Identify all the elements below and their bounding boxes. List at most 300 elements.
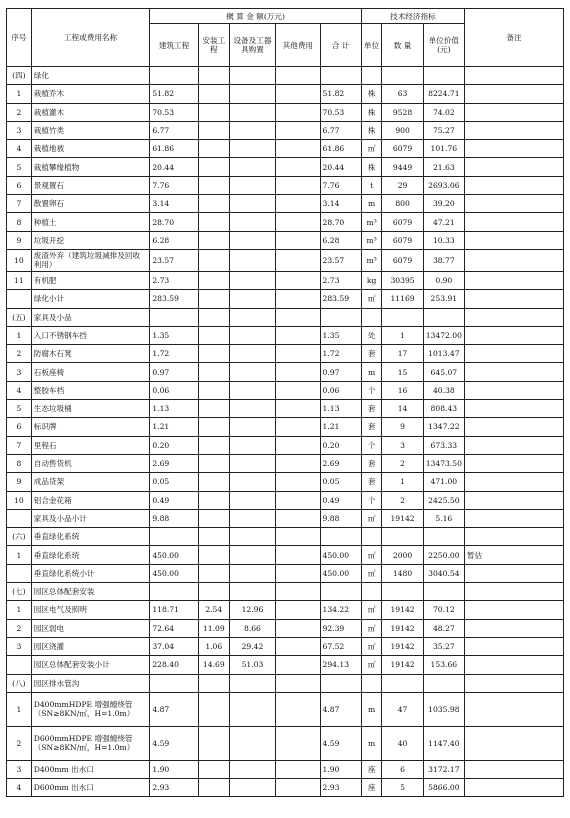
empty-cell — [198, 528, 229, 546]
unit-price-cell: 5.16 — [423, 509, 464, 527]
remark-cell — [464, 619, 563, 637]
install-cost — [198, 271, 229, 289]
seq-cell: 7 — [7, 195, 32, 213]
header-qty: 数 量 — [382, 24, 423, 67]
other-cost — [276, 158, 320, 176]
quantity-cell: 29 — [382, 176, 423, 194]
empty-cell — [229, 67, 275, 85]
unit-price-cell: 47.21 — [423, 213, 464, 231]
unit-cell: ㎡ — [361, 619, 382, 637]
unit-price-cell: 673.33 — [423, 436, 464, 454]
table-row — [7, 345, 564, 363]
quantity-cell: 14 — [382, 400, 423, 418]
header-other: 其他费用 — [276, 24, 320, 67]
unit-cell: 座 — [361, 779, 382, 797]
item-name: 栽植灌木 — [31, 103, 150, 121]
seq-cell: 7 — [7, 436, 32, 454]
other-cost — [276, 601, 320, 619]
install-cost: 2.54 — [198, 601, 229, 619]
item-name: 种植土 — [31, 213, 150, 231]
item-name: 栽植竹类 — [31, 121, 150, 139]
seq-cell: 2 — [7, 345, 32, 363]
subtotal-row — [7, 509, 564, 527]
install-cost — [198, 546, 229, 564]
other-cost — [276, 381, 320, 399]
total-cost: 2.93 — [320, 779, 361, 797]
seq-cell: 4 — [7, 779, 32, 797]
seq-cell: 10 — [7, 491, 32, 509]
seq-cell: 5 — [7, 400, 32, 418]
seq-cell: 1 — [7, 326, 32, 344]
unit-price-cell: 1013.47 — [423, 345, 464, 363]
construction-cost: 61.86 — [150, 140, 198, 158]
install-cost — [198, 158, 229, 176]
install-cost — [198, 726, 229, 760]
total-cost: 20.44 — [320, 158, 361, 176]
empty-cell — [150, 528, 198, 546]
total-cost: 70.53 — [320, 103, 361, 121]
other-cost — [276, 619, 320, 637]
table-row — [7, 454, 564, 472]
unit-cell: 株 — [361, 158, 382, 176]
construction-cost: 118.71 — [150, 601, 198, 619]
other-cost — [276, 103, 320, 121]
equipment-cost — [229, 231, 275, 249]
item-name: 园区浇灌 — [31, 637, 150, 655]
other-cost — [276, 454, 320, 472]
equipment-cost — [229, 381, 275, 399]
unit-cell: 个 — [361, 491, 382, 509]
empty-cell — [361, 528, 382, 546]
cost-estimate-table — [6, 8, 564, 797]
section-title: 垂直绿化系统 — [31, 528, 150, 546]
total-cost: 0.20 — [320, 436, 361, 454]
unit-cell: t — [361, 176, 382, 194]
empty-cell — [361, 674, 382, 692]
construction-cost: 283.59 — [150, 290, 198, 308]
quantity-cell: 1 — [382, 473, 423, 491]
unit-cell: 套 — [361, 400, 382, 418]
equipment-cost — [229, 345, 275, 363]
total-cost: 283.59 — [320, 290, 361, 308]
other-cost — [276, 363, 320, 381]
seq-cell: 8 — [7, 454, 32, 472]
unit-price-cell: 40.38 — [423, 381, 464, 399]
empty-cell — [382, 308, 423, 326]
install-cost — [198, 103, 229, 121]
install-cost: 14.69 — [198, 656, 229, 674]
equipment-cost — [229, 779, 275, 797]
unit-cell: ㎡ — [361, 656, 382, 674]
seq-cell — [7, 509, 32, 527]
seq-cell: 5 — [7, 158, 32, 176]
seq-cell: 3 — [7, 637, 32, 655]
total-cost: 134.22 — [320, 601, 361, 619]
empty-cell — [150, 67, 198, 85]
total-cost: 28.70 — [320, 213, 361, 231]
item-name: 整胶车档 — [31, 381, 150, 399]
remark-cell — [464, 656, 563, 674]
empty-cell — [320, 674, 361, 692]
other-cost — [276, 249, 320, 271]
empty-cell — [382, 67, 423, 85]
item-name: 标识牌 — [31, 418, 150, 436]
total-cost: 23.57 — [320, 249, 361, 271]
quantity-cell: 30395 — [382, 271, 423, 289]
total-cost: 7.76 — [320, 176, 361, 194]
seq-cell: 1 — [7, 601, 32, 619]
empty-cell — [150, 674, 198, 692]
remark-cell — [464, 779, 563, 797]
construction-cost: 1.35 — [150, 326, 198, 344]
empty-cell — [382, 674, 423, 692]
other-cost — [276, 779, 320, 797]
unit-price-cell: 38.77 — [423, 249, 464, 271]
unit-price-cell: 471.00 — [423, 473, 464, 491]
total-cost: 0.49 — [320, 491, 361, 509]
unit-cell: ㎡ — [361, 564, 382, 582]
empty-cell — [229, 674, 275, 692]
other-cost — [276, 692, 320, 726]
other-cost — [276, 564, 320, 582]
other-cost — [276, 509, 320, 527]
remark-cell — [464, 491, 563, 509]
install-cost — [198, 692, 229, 726]
construction-cost: 0.49 — [150, 491, 198, 509]
other-cost — [276, 213, 320, 231]
quantity-cell: 9528 — [382, 103, 423, 121]
equipment-cost: 8.66 — [229, 619, 275, 637]
seq-cell: 3 — [7, 121, 32, 139]
unit-cell: ㎡ — [361, 637, 382, 655]
install-cost — [198, 85, 229, 103]
quantity-cell: 6079 — [382, 249, 423, 271]
empty-cell — [276, 67, 320, 85]
equipment-cost — [229, 400, 275, 418]
unit-cell: m³ — [361, 213, 382, 231]
remark-cell — [464, 213, 563, 231]
other-cost — [276, 436, 320, 454]
unit-cell: ㎡ — [361, 290, 382, 308]
construction-cost: 0.20 — [150, 436, 198, 454]
empty-cell — [276, 528, 320, 546]
construction-cost: 7.76 — [150, 176, 198, 194]
install-cost — [198, 418, 229, 436]
total-cost: 61.86 — [320, 140, 361, 158]
item-name: D600mm 出水口 — [31, 779, 150, 797]
other-cost — [276, 176, 320, 194]
install-cost — [198, 454, 229, 472]
quantity-cell: 5 — [382, 779, 423, 797]
table-row — [7, 619, 564, 637]
header-unit-price: 单位价值(元) — [423, 24, 464, 67]
quantity-cell: 3 — [382, 436, 423, 454]
seq-cell: (八) — [7, 674, 32, 692]
unit-cell: ㎡ — [361, 546, 382, 564]
table-row — [7, 381, 564, 399]
equipment-cost: 51.03 — [229, 656, 275, 674]
empty-cell — [423, 674, 464, 692]
table-row — [7, 418, 564, 436]
quantity-cell: 40 — [382, 726, 423, 760]
total-cost: 1.90 — [320, 760, 361, 778]
equipment-cost — [229, 454, 275, 472]
item-name: 垃圾开挖 — [31, 231, 150, 249]
item-name: 园区电气及照明 — [31, 601, 150, 619]
seq-cell: 1 — [7, 546, 32, 564]
seq-cell: 9 — [7, 473, 32, 491]
item-name: 园区弱电 — [31, 619, 150, 637]
item-name: D400mm 出水口 — [31, 760, 150, 778]
unit-price-cell: 253.91 — [423, 290, 464, 308]
seq-cell — [7, 564, 32, 582]
seq-cell: (七) — [7, 583, 32, 601]
seq-cell: 2 — [7, 619, 32, 637]
unit-price-cell: 75.27 — [423, 121, 464, 139]
construction-cost: 28.70 — [150, 213, 198, 231]
install-cost — [198, 140, 229, 158]
equipment-cost: 29.42 — [229, 637, 275, 655]
item-name: 栽植地被 — [31, 140, 150, 158]
equipment-cost — [229, 326, 275, 344]
remark-cell — [464, 637, 563, 655]
unit-cell: 套 — [361, 454, 382, 472]
seq-cell: 6 — [7, 418, 32, 436]
table-row — [7, 158, 564, 176]
install-cost — [198, 363, 229, 381]
section-title: 家具及小品 — [31, 308, 150, 326]
quantity-cell: 6079 — [382, 213, 423, 231]
construction-cost: 6.28 — [150, 231, 198, 249]
construction-cost: 450.00 — [150, 564, 198, 582]
other-cost — [276, 491, 320, 509]
total-cost: 9.88 — [320, 509, 361, 527]
section-title: 园区总体配套安装 — [31, 583, 150, 601]
remark-cell — [464, 454, 563, 472]
equipment-cost — [229, 271, 275, 289]
other-cost — [276, 418, 320, 436]
quantity-cell: 17 — [382, 345, 423, 363]
quantity-cell: 9 — [382, 418, 423, 436]
quantity-cell: 2 — [382, 491, 423, 509]
remark-cell — [464, 195, 563, 213]
other-cost — [276, 271, 320, 289]
other-cost — [276, 760, 320, 778]
table-row — [7, 249, 564, 271]
construction-cost: 450.00 — [150, 546, 198, 564]
item-name: 生态垃圾桶 — [31, 400, 150, 418]
install-cost — [198, 400, 229, 418]
total-cost: 1.21 — [320, 418, 361, 436]
install-cost — [198, 491, 229, 509]
quantity-cell: 6 — [382, 760, 423, 778]
table-row — [7, 271, 564, 289]
unit-cell: ㎡ — [361, 509, 382, 527]
unit-cell: 套 — [361, 473, 382, 491]
construction-cost: 23.57 — [150, 249, 198, 271]
item-name: 垂直绿化系统小计 — [31, 564, 150, 582]
equipment-cost — [229, 491, 275, 509]
quantity-cell: 19142 — [382, 619, 423, 637]
item-name: 废渣外弃（建筑垃圾减排及回收利用） — [31, 249, 150, 271]
table-row — [7, 491, 564, 509]
table-row — [7, 692, 564, 726]
quantity-cell: 2 — [382, 454, 423, 472]
item-name: D400mmHDPE 增强缠绕管（SN≥8KN/㎡，H=1.0m） — [31, 692, 150, 726]
unit-cell: m — [361, 195, 382, 213]
item-name: 有机肥 — [31, 271, 150, 289]
empty-cell — [464, 583, 563, 601]
equipment-cost — [229, 363, 275, 381]
construction-cost: 2.69 — [150, 454, 198, 472]
install-cost: 11.09 — [198, 619, 229, 637]
item-name: 垂直绿化系统 — [31, 546, 150, 564]
remark-cell — [464, 121, 563, 139]
table-row — [7, 231, 564, 249]
quantity-cell: 19142 — [382, 601, 423, 619]
remark-cell: 暂估 — [464, 546, 563, 564]
header-install: 安装工程 — [198, 24, 229, 67]
other-cost — [276, 195, 320, 213]
remark-cell — [464, 326, 563, 344]
table-row — [7, 637, 564, 655]
table-row — [7, 195, 564, 213]
install-cost — [198, 290, 229, 308]
empty-cell — [423, 67, 464, 85]
empty-cell — [382, 528, 423, 546]
header-equipment: 设备及工器具购置 — [229, 24, 275, 67]
remark-cell — [464, 692, 563, 726]
total-cost: 6.28 — [320, 231, 361, 249]
unit-price-cell: 3040.54 — [423, 564, 464, 582]
unit-price-cell: 5866.00 — [423, 779, 464, 797]
unit-price-cell: 70.12 — [423, 601, 464, 619]
remark-cell — [464, 363, 563, 381]
remark-cell — [464, 726, 563, 760]
seq-cell: (五) — [7, 308, 32, 326]
unit-cell: 个 — [361, 436, 382, 454]
install-cost — [198, 195, 229, 213]
install-cost — [198, 345, 229, 363]
table-row — [7, 85, 564, 103]
empty-cell — [229, 308, 275, 326]
other-cost — [276, 473, 320, 491]
quantity-cell: 800 — [382, 195, 423, 213]
table-row — [7, 601, 564, 619]
item-name: 铝合金花箱 — [31, 491, 150, 509]
equipment-cost — [229, 473, 275, 491]
construction-cost: 70.53 — [150, 103, 198, 121]
total-cost: 2.73 — [320, 271, 361, 289]
table-header — [7, 9, 564, 67]
quantity-cell: 900 — [382, 121, 423, 139]
table-body — [7, 67, 564, 797]
unit-price-cell: 13472.00 — [423, 326, 464, 344]
empty-cell — [361, 583, 382, 601]
equipment-cost — [229, 760, 275, 778]
construction-cost: 2.93 — [150, 779, 198, 797]
item-name: 自动售货机 — [31, 454, 150, 472]
construction-cost: 37.04 — [150, 637, 198, 655]
construction-cost: 4.59 — [150, 726, 198, 760]
section-title: 绿化 — [31, 67, 150, 85]
table-row — [7, 140, 564, 158]
header-construction: 建筑工程 — [150, 24, 198, 67]
quantity-cell: 19142 — [382, 637, 423, 655]
unit-price-cell: 35.27 — [423, 637, 464, 655]
header-remark: 备注 — [464, 9, 563, 67]
item-name: 园区总体配套安装小计 — [31, 656, 150, 674]
item-name: 景观置石 — [31, 176, 150, 194]
unit-cell: ㎡ — [361, 601, 382, 619]
other-cost — [276, 231, 320, 249]
table-row — [7, 779, 564, 797]
seq-cell: 9 — [7, 231, 32, 249]
table-row — [7, 103, 564, 121]
equipment-cost — [229, 726, 275, 760]
construction-cost: 9.88 — [150, 509, 198, 527]
unit-cell: m³ — [361, 231, 382, 249]
install-cost — [198, 326, 229, 344]
remark-cell — [464, 564, 563, 582]
unit-cell: 座 — [361, 760, 382, 778]
remark-cell — [464, 249, 563, 271]
empty-cell — [361, 67, 382, 85]
header-total: 合 计 — [320, 24, 361, 67]
empty-cell — [423, 528, 464, 546]
unit-cell: ㎡ — [361, 140, 382, 158]
seq-cell: 6 — [7, 176, 32, 194]
item-name: 家具及小品小计 — [31, 509, 150, 527]
seq-cell: 2 — [7, 103, 32, 121]
total-cost: 92.39 — [320, 619, 361, 637]
seq-cell: 10 — [7, 249, 32, 271]
table-row — [7, 326, 564, 344]
unit-price-cell: 808.43 — [423, 400, 464, 418]
unit-cell: m³ — [361, 249, 382, 271]
equipment-cost — [229, 436, 275, 454]
install-cost — [198, 760, 229, 778]
construction-cost: 3.14 — [150, 195, 198, 213]
empty-cell — [150, 308, 198, 326]
equipment-cost — [229, 213, 275, 231]
equipment-cost — [229, 103, 275, 121]
remark-cell — [464, 290, 563, 308]
construction-cost: 1.90 — [150, 760, 198, 778]
equipment-cost — [229, 121, 275, 139]
table-row — [7, 546, 564, 564]
empty-cell — [320, 528, 361, 546]
quantity-cell: 11169 — [382, 290, 423, 308]
total-cost: 0.97 — [320, 363, 361, 381]
header-tech-group: 技术经济指标 — [361, 9, 464, 24]
total-cost: 6.77 — [320, 121, 361, 139]
equipment-cost — [229, 418, 275, 436]
equipment-cost — [229, 249, 275, 271]
quantity-cell: 15 — [382, 363, 423, 381]
construction-cost: 0.97 — [150, 363, 198, 381]
remark-cell — [464, 176, 563, 194]
other-cost — [276, 85, 320, 103]
equipment-cost — [229, 509, 275, 527]
install-cost — [198, 779, 229, 797]
total-cost: 450.00 — [320, 546, 361, 564]
seq-cell: 1 — [7, 85, 32, 103]
unit-cell: m — [361, 726, 382, 760]
unit-cell: kg — [361, 271, 382, 289]
seq-cell: (四) — [7, 67, 32, 85]
unit-cell: 处 — [361, 326, 382, 344]
